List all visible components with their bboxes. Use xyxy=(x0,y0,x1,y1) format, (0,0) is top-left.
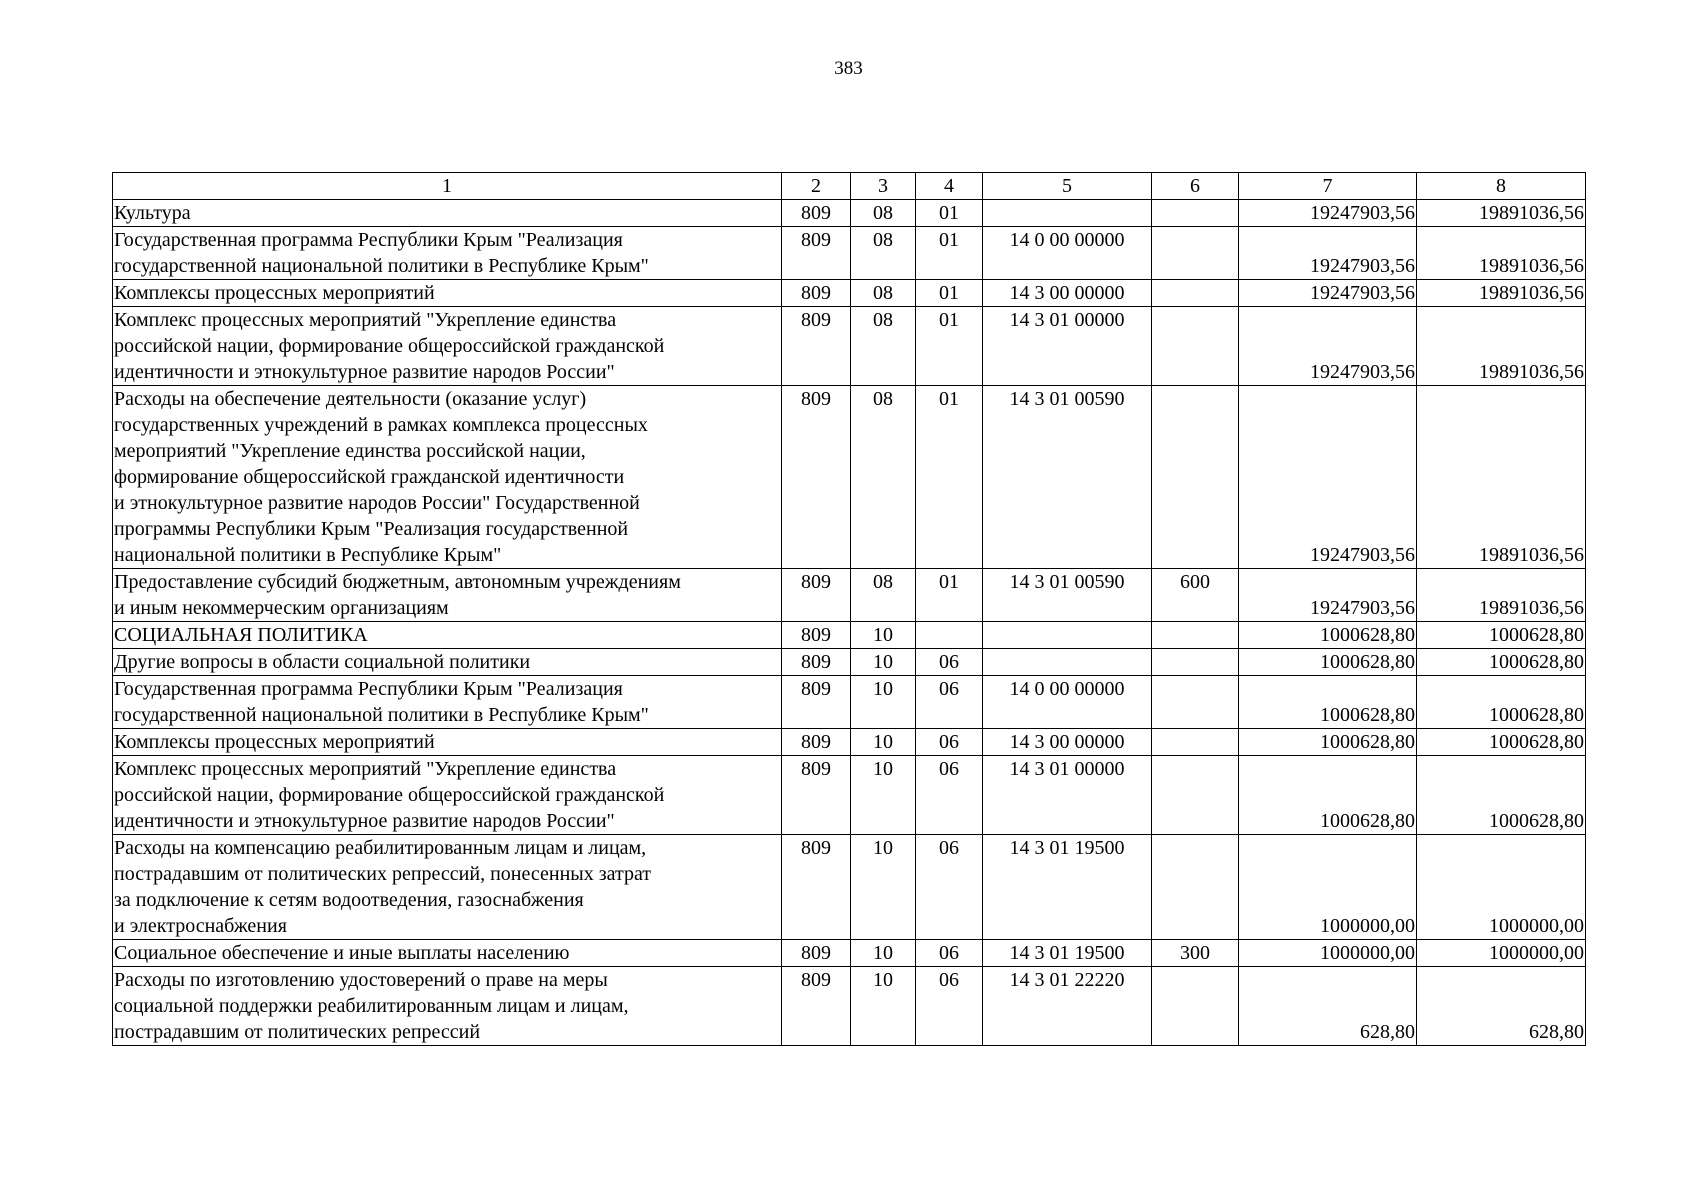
admin-code-cell: 809 xyxy=(782,227,851,280)
sum-year1-cell: 19247903,56 xyxy=(1239,386,1417,569)
budget-table xyxy=(112,172,1586,1046)
subsection-cell: 06 xyxy=(916,835,983,940)
subsection-cell: 06 xyxy=(916,649,983,676)
table-row xyxy=(113,676,1586,729)
sum-year2-cell: 19891036,56 xyxy=(1417,569,1586,622)
subsection-cell: 01 xyxy=(916,569,983,622)
section-cell: 10 xyxy=(851,676,916,729)
target-article-cell: 14 0 00 00000 xyxy=(983,227,1152,280)
subsection-cell: 06 xyxy=(916,676,983,729)
row-name-cell: Расходы по изготовлению удостоверений о праве на меры социальной поддержки реабилитированным лицам и лицам, пострадавшим от политических репрессий xyxy=(113,967,782,1046)
section-cell: 10 xyxy=(851,622,916,649)
subsection-cell: 01 xyxy=(916,386,983,569)
table-row xyxy=(113,729,1586,756)
sum-year2-cell: 19891036,56 xyxy=(1417,280,1586,307)
sum-year1-cell: 1000000,00 xyxy=(1239,835,1417,940)
header-cell: 6 xyxy=(1152,173,1239,200)
target-article-cell: 14 3 01 22220 xyxy=(983,967,1152,1046)
row-name-cell: Культура xyxy=(113,200,782,227)
expense-type-cell xyxy=(1152,835,1239,940)
subsection-cell: 06 xyxy=(916,729,983,756)
admin-code-cell: 809 xyxy=(782,280,851,307)
subsection-cell: 01 xyxy=(916,200,983,227)
admin-code-cell: 809 xyxy=(782,649,851,676)
admin-code-cell: 809 xyxy=(782,200,851,227)
expense-type-cell: 300 xyxy=(1152,940,1239,967)
row-name-cell: Другие вопросы в области социальной политики xyxy=(113,649,782,676)
admin-code-cell: 809 xyxy=(782,967,851,1046)
sum-year1-cell: 1000628,80 xyxy=(1239,676,1417,729)
subsection-cell: 01 xyxy=(916,227,983,280)
expense-type-cell xyxy=(1152,676,1239,729)
target-article-cell: 14 3 01 19500 xyxy=(983,940,1152,967)
admin-code-cell: 809 xyxy=(782,386,851,569)
admin-code-cell: 809 xyxy=(782,569,851,622)
row-name-cell: Комплексы процессных мероприятий xyxy=(113,729,782,756)
sum-year1-cell: 19247903,56 xyxy=(1239,227,1417,280)
table-header-row xyxy=(113,173,1586,200)
section-cell: 08 xyxy=(851,200,916,227)
subsection-cell xyxy=(916,622,983,649)
table-row xyxy=(113,622,1586,649)
sum-year2-cell: 1000628,80 xyxy=(1417,756,1586,835)
row-name-cell: Государственная программа Республики Крым "Реализация государственной национальной политики в Республике Крым" xyxy=(113,227,782,280)
header-cell: 4 xyxy=(916,173,983,200)
sum-year1-cell: 19247903,56 xyxy=(1239,280,1417,307)
section-cell: 08 xyxy=(851,569,916,622)
header-cell: 8 xyxy=(1417,173,1586,200)
table-row xyxy=(113,227,1586,280)
sum-year2-cell: 1000000,00 xyxy=(1417,835,1586,940)
sum-year1-cell: 1000628,80 xyxy=(1239,729,1417,756)
sum-year2-cell: 1000628,80 xyxy=(1417,676,1586,729)
target-article-cell xyxy=(983,200,1152,227)
admin-code-cell: 809 xyxy=(782,835,851,940)
row-name-cell: Комплексы процессных мероприятий xyxy=(113,280,782,307)
row-name-cell: Предоставление субсидий бюджетным, автономным учреждениям и иным некоммерческим организациям xyxy=(113,569,782,622)
section-cell: 10 xyxy=(851,967,916,1046)
admin-code-cell: 809 xyxy=(782,622,851,649)
row-name-cell: Социальное обеспечение и иные выплаты населению xyxy=(113,940,782,967)
expense-type-cell: 600 xyxy=(1152,569,1239,622)
section-cell: 10 xyxy=(851,729,916,756)
row-name-cell: Государственная программа Республики Крым "Реализация государственной национальной политики в Республике Крым" xyxy=(113,676,782,729)
section-cell: 08 xyxy=(851,227,916,280)
expense-type-cell xyxy=(1152,649,1239,676)
target-article-cell: 14 3 01 00590 xyxy=(983,569,1152,622)
target-article-cell: 14 3 00 00000 xyxy=(983,280,1152,307)
subsection-cell: 06 xyxy=(916,940,983,967)
expense-type-cell xyxy=(1152,307,1239,386)
sum-year2-cell: 19891036,56 xyxy=(1417,307,1586,386)
table-row xyxy=(113,200,1586,227)
admin-code-cell: 809 xyxy=(782,756,851,835)
expense-type-cell xyxy=(1152,967,1239,1046)
sum-year1-cell: 1000628,80 xyxy=(1239,622,1417,649)
header-cell: 3 xyxy=(851,173,916,200)
row-name-cell: Комплекс процессных мероприятий "Укрепление единства российской нации, формирование общероссийской гражданской идентичности и этнокультурное развитие народов России" xyxy=(113,307,782,386)
header-cell: 7 xyxy=(1239,173,1417,200)
section-cell: 10 xyxy=(851,756,916,835)
sum-year1-cell: 1000000,00 xyxy=(1239,940,1417,967)
row-name-cell: Расходы на компенсацию реабилитированным лицам и лицам, пострадавшим от политических репрессий, понесенных затрат за подключение к сетям водоотведения, газоснабжения и электроснабжения xyxy=(113,835,782,940)
expense-type-cell xyxy=(1152,622,1239,649)
sum-year2-cell: 1000628,80 xyxy=(1417,622,1586,649)
subsection-cell: 01 xyxy=(916,280,983,307)
subsection-cell: 06 xyxy=(916,967,983,1046)
section-cell: 08 xyxy=(851,307,916,386)
sum-year2-cell: 19891036,56 xyxy=(1417,386,1586,569)
expense-type-cell xyxy=(1152,386,1239,569)
table-row xyxy=(113,756,1586,835)
target-article-cell: 14 3 01 00000 xyxy=(983,307,1152,386)
sum-year2-cell: 1000628,80 xyxy=(1417,729,1586,756)
subsection-cell: 01 xyxy=(916,307,983,386)
target-article-cell: 14 3 00 00000 xyxy=(983,729,1152,756)
sum-year2-cell: 19891036,56 xyxy=(1417,227,1586,280)
sum-year1-cell: 19247903,56 xyxy=(1239,200,1417,227)
sum-year1-cell: 628,80 xyxy=(1239,967,1417,1046)
header-cell: 1 xyxy=(113,173,782,200)
expense-type-cell xyxy=(1152,280,1239,307)
page-number: 383 xyxy=(834,58,863,79)
table-row xyxy=(113,307,1586,386)
target-article-cell: 14 3 01 00590 xyxy=(983,386,1152,569)
sum-year1-cell: 1000628,80 xyxy=(1239,756,1417,835)
sum-year1-cell: 1000628,80 xyxy=(1239,649,1417,676)
target-article-cell: 14 3 01 00000 xyxy=(983,756,1152,835)
target-article-cell: 14 3 01 19500 xyxy=(983,835,1152,940)
admin-code-cell: 809 xyxy=(782,676,851,729)
target-article-cell xyxy=(983,649,1152,676)
table-row xyxy=(113,280,1586,307)
sum-year2-cell: 1000000,00 xyxy=(1417,940,1586,967)
expense-type-cell xyxy=(1152,729,1239,756)
row-name-cell: Расходы на обеспечение деятельности (оказание услуг) государственных учреждений в рамках комплекса процессных мероприятий "Укрепление единства российской нации, формирование общероссийской гражданской идентичности и этнокультурное развитие народов России" Государственной программы Республики Крым "Реализация государственной национальной политики в Республике Крым" xyxy=(113,386,782,569)
expense-type-cell xyxy=(1152,200,1239,227)
target-article-cell xyxy=(983,622,1152,649)
header-cell: 2 xyxy=(782,173,851,200)
section-cell: 10 xyxy=(851,835,916,940)
sum-year1-cell: 19247903,56 xyxy=(1239,307,1417,386)
header-cell: 5 xyxy=(983,173,1152,200)
admin-code-cell: 809 xyxy=(782,729,851,756)
sum-year2-cell: 19891036,56 xyxy=(1417,200,1586,227)
table-row xyxy=(113,649,1586,676)
sum-year2-cell: 1000628,80 xyxy=(1417,649,1586,676)
table-row xyxy=(113,386,1586,569)
admin-code-cell: 809 xyxy=(782,307,851,386)
expense-type-cell xyxy=(1152,227,1239,280)
target-article-cell: 14 0 00 00000 xyxy=(983,676,1152,729)
table-row xyxy=(113,940,1586,967)
subsection-cell: 06 xyxy=(916,756,983,835)
section-cell: 10 xyxy=(851,649,916,676)
table-row xyxy=(113,967,1586,1046)
table-row xyxy=(113,569,1586,622)
admin-code-cell: 809 xyxy=(782,940,851,967)
section-cell: 08 xyxy=(851,386,916,569)
section-cell: 08 xyxy=(851,280,916,307)
table-row xyxy=(113,835,1586,940)
sum-year1-cell: 19247903,56 xyxy=(1239,569,1417,622)
sum-year2-cell: 628,80 xyxy=(1417,967,1586,1046)
expense-type-cell xyxy=(1152,756,1239,835)
row-name-cell: Комплекс процессных мероприятий "Укрепление единства российской нации, формирование общероссийской гражданской идентичности и этнокультурное развитие народов России" xyxy=(113,756,782,835)
row-name-cell: СОЦИАЛЬНАЯ ПОЛИТИКА xyxy=(113,622,782,649)
section-cell: 10 xyxy=(851,940,916,967)
